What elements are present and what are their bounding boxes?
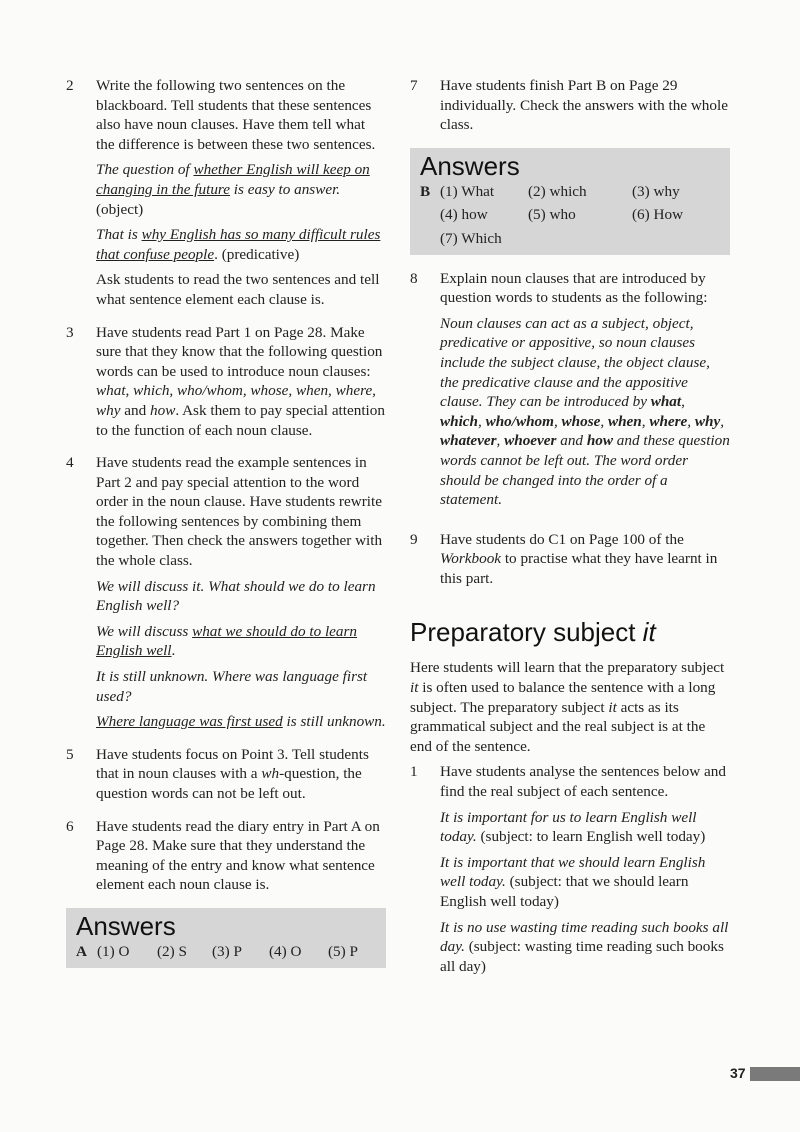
answer-value: (1) What: [440, 182, 495, 200]
example-sentence: The question of whether English will keep on changing in the future is easy to answer. (object): [96, 161, 370, 218]
answer-value: (3) why: [632, 182, 680, 200]
answers-letter: A: [76, 942, 87, 960]
answer-value: (2) which: [528, 182, 587, 200]
step-7: [410, 76, 730, 141]
step-number: 2: [66, 77, 74, 94]
left-column: [66, 76, 386, 978]
step-text: Have students finish Part B on Page 29 individually. Check the answers with the whole class.: [440, 77, 728, 134]
section-step-1: [410, 762, 730, 982]
answer-value: (2) S: [157, 942, 187, 960]
answer-value: (4) how: [440, 206, 488, 224]
answers-letter: B: [420, 182, 431, 200]
answer-value: (4) O: [269, 942, 302, 960]
step-number: 3: [66, 323, 74, 341]
step-4: [66, 453, 386, 738]
section-intro: Here students will learn that the preparatory subject it is often used to balance the sentence with a long subject. The preparatory subject it acts as its grammatical subject and the real subject is at the end of the sentence.: [410, 659, 725, 755]
example-sentence: It is important for us to learn English well today. (subject: to learn English well today): [440, 808, 706, 846]
step-5: [66, 745, 386, 810]
step-text: Have students read Part 1 on Page 28. Make sure that they know that the following question words can be used to introduce noun clauses: what, which, who/whom, whose, when, where, why and how. Ask them to pay special attention to the function of each noun clause.: [96, 323, 385, 439]
explanation-text: Noun clauses can act as a subject, object, predicative or appositive, so noun clauses include the subject clause, the object clause, the predicative clause and the appositive clause. They can be introduced by what, which, who/whom, whose, when, where, why, whatever, whoever and how and these question words cannot be left out. The word order should be changed into the order of a statement.: [440, 314, 730, 509]
step-2: [66, 76, 386, 316]
page-number: 37: [730, 1065, 746, 1082]
step-6: [66, 817, 386, 901]
step-number: 8: [410, 269, 418, 287]
step-number: 1: [410, 763, 418, 781]
answers-title: Answers: [76, 910, 176, 941]
answer-value: (5) P: [328, 942, 358, 960]
example-sentence: We will discuss it. What should we do to learn English well?: [96, 577, 376, 615]
answer-value: (6) How: [632, 206, 684, 224]
example-sentence: It is important that we should learn English well today. (subject: that we should learn English well today): [440, 853, 706, 910]
step-text: Write the following two sentences on the blackboard. Tell students that these sentences also have noun clauses. Have them tell what the difference is between these two sentences.: [96, 77, 376, 153]
step-text: Have students do C1 on Page 100 of the Workbook to practise what they have learnt in this part.: [440, 530, 718, 587]
step-text: Have students read the example sentences in Part 2 and pay special attention to the word order in the noun clause. Have students rewrite the following sentences by combining them together. Then check the answers together with the whole class.: [96, 454, 383, 570]
page-tab-bar: [750, 1067, 800, 1081]
answers-box-b: [410, 148, 730, 255]
step-text: Explain noun clauses that are introduced by question words to students as the following:: [440, 269, 708, 307]
step-9: [410, 530, 730, 595]
example-sentence: Where language was first used is still unknown.: [96, 713, 386, 731]
answers-box-a: [66, 908, 386, 968]
answers-title: Answers: [420, 150, 520, 181]
example-sentence: That is why English has so many difficult rules that confuse people. (predicative): [96, 226, 381, 263]
example-sentence: It is still unknown. Where was language first used?: [96, 668, 368, 705]
example-sentence: It is no use wasting time reading such books all day. (subject: wasting time reading such books all day): [440, 918, 729, 975]
step-text: Have students focus on Point 3. Tell students that in noun clauses with a wh-question, the question words can not be left out.: [96, 745, 369, 802]
step-number: 5: [66, 745, 74, 763]
step-8: [410, 269, 730, 516]
step-number: 9: [410, 530, 418, 548]
answer-value: (5) who: [528, 206, 576, 224]
step-text: Have students analyse the sentences below and find the real subject of each sentence.: [440, 763, 726, 801]
step-number: 4: [66, 454, 74, 472]
right-column: [410, 76, 730, 989]
answer-value: (1) O: [97, 942, 130, 960]
step-text: Have students read the diary entry in Part A on Page 28. Make sure that they understand the meaning of the entry and know what sentence element each noun clause is.: [96, 817, 380, 894]
answer-value: (7) Which: [440, 229, 502, 247]
section-heading: Preparatory subject it: [410, 617, 656, 648]
step-number: 7: [410, 77, 418, 94]
step-number: 6: [66, 817, 74, 835]
page-number-tab: [730, 1064, 800, 1084]
step-3: [66, 323, 386, 447]
answer-value: (3) P: [212, 942, 242, 960]
step-text: Ask students to read the two sentences and tell what sentence element each clause is.: [96, 271, 380, 308]
example-sentence: We will discuss what we should do to learn English well.: [96, 622, 358, 660]
